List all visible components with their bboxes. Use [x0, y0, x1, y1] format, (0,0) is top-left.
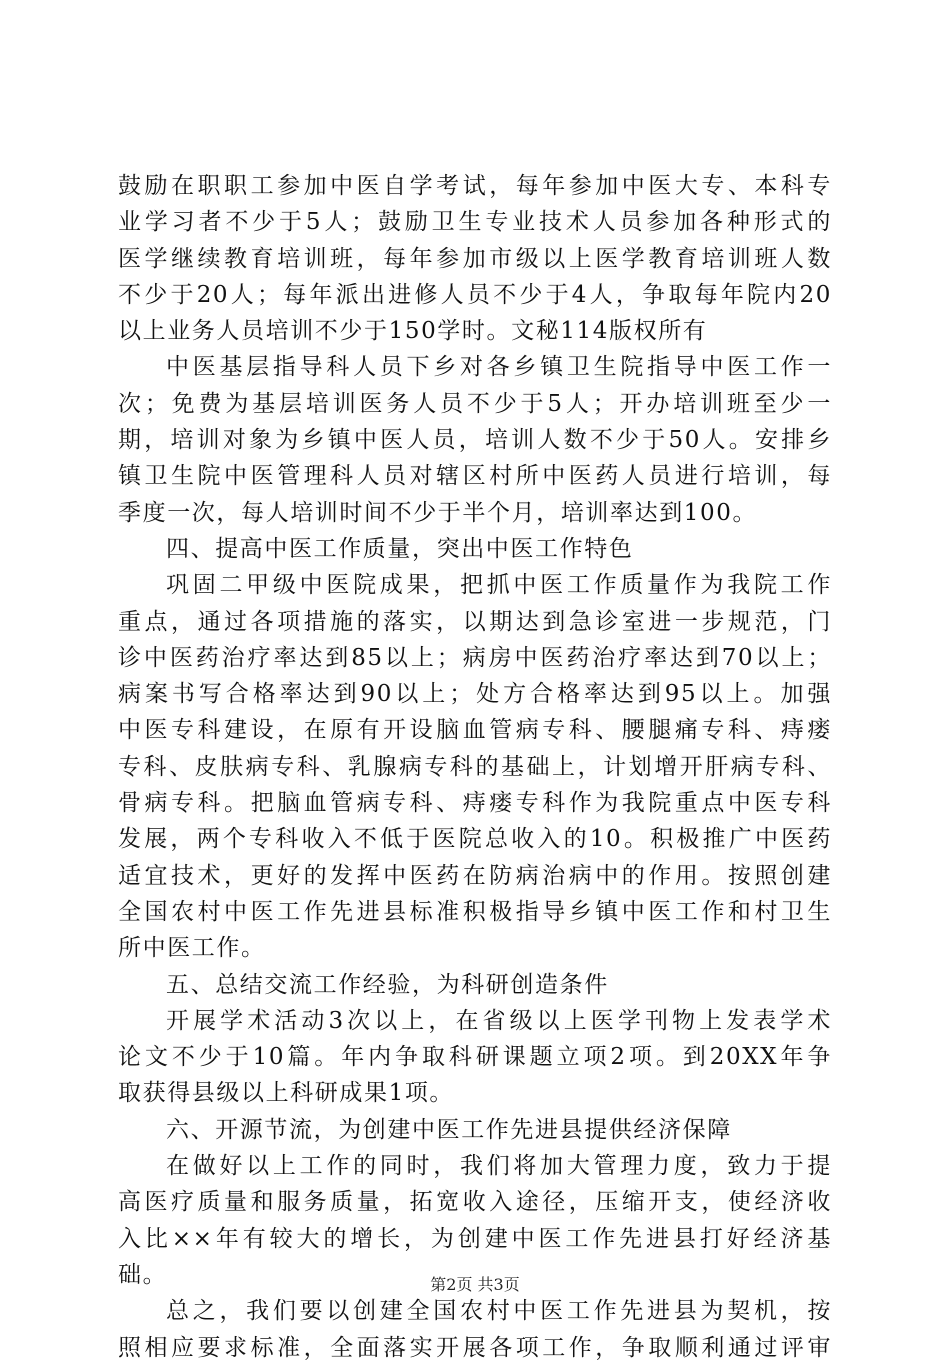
- text-line: 鼓励在职职工参加中医自学考试，每年参加中医大专、本科专: [118, 173, 832, 199]
- text-line: 专科、皮肤病专科、乳腺病专科的基础上，计划增开肝病专科、: [118, 753, 832, 780]
- document-body: [118, 168, 832, 1366]
- section-heading-6: 六、开源节流，为创建中医工作先进县提供经济保障: [166, 1116, 732, 1143]
- text-line: 期，培训对象为乡镇中医人员，培训人数不少于50人。安排乡: [118, 427, 832, 454]
- text-line: 季度一次，每人培训时间不少于半个月，培训率达到100。: [118, 499, 758, 526]
- text-line: 发展，两个专科收入不低于医院总收入的10。积极推广中医药: [118, 826, 832, 853]
- page-number-footer: 第2页 共3页: [430, 1275, 520, 1294]
- text-line: 取获得县级以上科研成果1项。: [118, 1080, 455, 1107]
- section-heading-4: 四、提高中医工作质量，突出中医工作特色: [166, 535, 634, 562]
- paragraph-start-line: 在做好以上工作的同时，我们将加大管理力度，致力于提: [166, 1153, 832, 1180]
- text-line: 适宜技术，更好的发挥中医药在防病治病中的作用。按照创建: [118, 862, 832, 889]
- text-line: 高医疗质量和服务质量，拓宽收入途径，压缩开支，使经济收: [118, 1189, 832, 1216]
- text-line: 础。: [118, 1261, 168, 1288]
- text-line: 所中医工作。: [118, 935, 266, 962]
- paragraph-start-line: 总之，我们要以创建全国农村中医工作先进县为契机，按: [166, 1298, 832, 1325]
- section-heading-5: 五、总结交流工作经验，为科研创造条件: [166, 971, 609, 998]
- text-line: 镇卫生院中医管理科人员对辖区村所中医药人员进行培训，每: [118, 463, 832, 490]
- text-line: 诊中医药治疗率达到85以上；病房中医药治疗率达到70以上；: [118, 644, 832, 671]
- paragraph-start-line: 中医基层指导科人员下乡对各乡镇卫生院指导中医工作一: [166, 354, 832, 381]
- text-line: 中医专科建设，在原有开设脑血管病专科、腰腿痛专科、痔瘘: [118, 717, 832, 744]
- text-line: 照相应要求标准，全面落实开展各项工作，争取顺利通过评审: [118, 1334, 832, 1361]
- paragraph-start-line: 巩固二甲级中医院成果，把抓中医工作质量作为我院工作: [166, 572, 832, 599]
- text-line: 业学习者不少于5人；鼓励卫生专业技术人员参加各种形式的: [118, 209, 832, 236]
- text-line: 不少于20人；每年派出进修人员不少于4人，争取每年院内20: [118, 281, 832, 308]
- text-line: 病案书写合格率达到90以上；处方合格率达到95以上。加强: [118, 681, 832, 708]
- text-line: 入比××年有较大的增长，为创建中医工作先进县打好经济基: [118, 1225, 832, 1252]
- paragraph-start-line: 开展学术活动3次以上，在省级以上医学刊物上发表学术: [166, 1007, 832, 1034]
- text-line: 骨病专科。把脑血管病专科、痔瘘专科作为我院重点中医专科: [118, 790, 832, 817]
- text-line: 全国农村中医工作先进县标准积极指导乡镇中医工作和村卫生: [118, 898, 832, 925]
- text-line: 重点，通过各项措施的落实，以期达到急诊室进一步规范，门: [118, 608, 832, 635]
- text-line: 论文不少于10篇。年内争取科研课题立项2项。到20XX年争: [118, 1044, 832, 1071]
- text-line: 以上业务人员培训不少于150学时。文秘114版权所有: [118, 318, 708, 345]
- text-line: 医学继续教育培训班，每年参加市级以上医学教育培训班人数: [118, 245, 832, 272]
- text-line: 次；免费为基层培训医务人员不少于5人；开办培训班至少一: [118, 390, 832, 417]
